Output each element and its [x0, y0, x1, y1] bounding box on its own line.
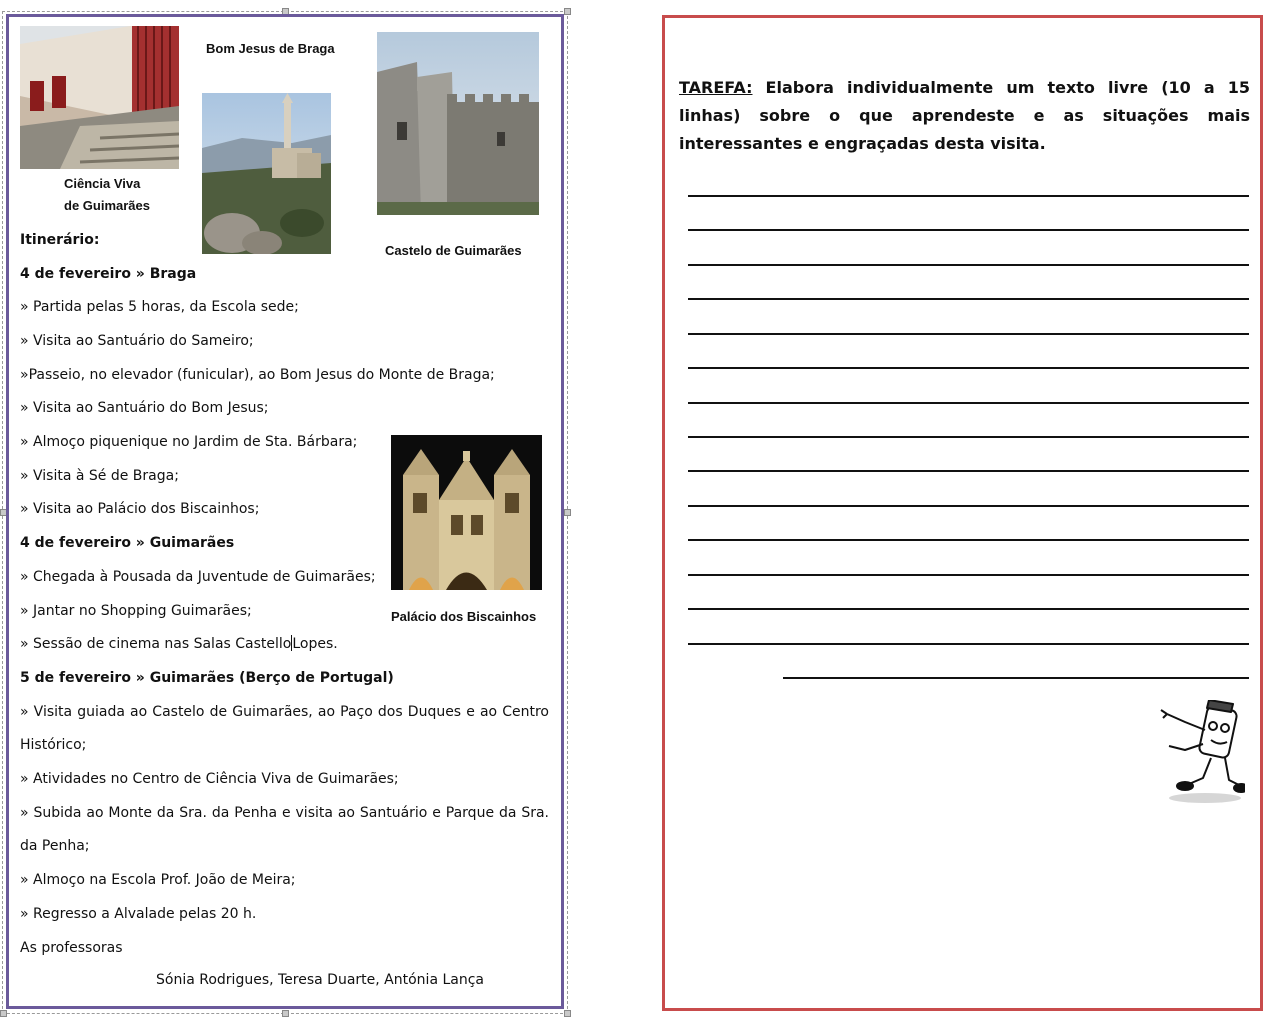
writing-line — [688, 229, 1249, 231]
writing-line — [688, 436, 1249, 438]
day3-item: » Atividades no Centro de Ciência Viva de Guimarães; — [20, 771, 399, 787]
right-page — [662, 15, 1263, 1011]
writing-line-short — [783, 677, 1249, 679]
resize-handle-top-right[interactable] — [564, 8, 571, 15]
day2-item: » Chegada à Pousada da Juventude de Guimarães; — [20, 569, 376, 585]
photo-castelo — [377, 32, 539, 215]
task-instruction — [679, 74, 1250, 158]
caption-castelo: Castelo de Guimarães — [385, 243, 522, 258]
day1-item: » Visita à Sé de Braga; — [20, 468, 179, 484]
caption-ciencia-viva-1: Ciência Viva — [64, 176, 141, 191]
day1-item: » Visita ao Santuário do Bom Jesus; — [20, 400, 269, 416]
task-label: TAREFA: — [679, 78, 753, 97]
day1-item: » Visita ao Palácio dos Biscainhos; — [20, 501, 260, 517]
day2-item: » Jantar no Shopping Guimarães; — [20, 603, 252, 619]
day2-last-text-b: Lopes. — [292, 636, 338, 652]
day1-item: » Visita ao Santuário do Sameiro; — [20, 333, 254, 349]
day1-title: 4 de fevereiro » Braga — [20, 266, 197, 282]
day3-item: » Almoço na Escola Prof. João de Meira; — [20, 872, 296, 888]
writing-line — [688, 505, 1249, 507]
day3-item: » Subida ao Monte da Sra. da Penha e visita ao Santuário e Parque da Sra. da Penha; — [20, 805, 549, 854]
resize-handle-bottom-right[interactable] — [564, 1010, 571, 1017]
day1-item: » Partida pelas 5 horas, da Escola sede; — [20, 299, 299, 315]
day3-item: » Visita guiada ao Castelo de Guimarães, ao Paço dos Duques e ao Centro Histórico; — [20, 704, 549, 753]
writing-line — [688, 367, 1249, 369]
caption-bom-jesus: Bom Jesus de Braga — [206, 41, 335, 56]
photo-palacio — [391, 435, 542, 590]
day3-item: » Regresso a Alvalade pelas 20 h. — [20, 906, 257, 922]
writing-line — [688, 264, 1249, 266]
pencil-mascot-icon — [1155, 700, 1245, 805]
writing-line — [688, 643, 1249, 645]
resize-handle-bottom-left[interactable] — [0, 1010, 7, 1017]
writing-line — [688, 470, 1249, 472]
day1-item: » Almoço piquenique no Jardim de Sta. Bárbara; — [20, 434, 358, 450]
writing-line — [688, 333, 1249, 335]
closing: As professoras — [20, 940, 123, 956]
itinerary-title: Itinerário: — [20, 232, 100, 248]
day1-item: »Passeio, no elevador (funicular), ao Bom Jesus do Monte de Braga; — [20, 367, 495, 383]
day2-title: 4 de fevereiro » Guimarães — [20, 535, 235, 551]
writing-line — [688, 402, 1249, 404]
writing-line — [688, 608, 1249, 610]
resize-handle-bottom[interactable] — [282, 1010, 289, 1017]
writing-line — [688, 539, 1249, 541]
photo-ciencia-viva — [20, 26, 179, 169]
writing-line — [688, 195, 1249, 197]
resize-handle-right[interactable] — [564, 509, 571, 516]
writing-line — [688, 298, 1249, 300]
photo-bom-jesus — [202, 93, 331, 254]
task-text: Elabora individualmente um texto livre (10 a 15 linhas) sobre o que aprendeste e as situações mais interessantes e engraçadas desta visita. — [679, 78, 1250, 153]
caption-palacio: Palácio dos Biscainhos — [391, 609, 537, 624]
day2-last-text-a: » Sessão de cinema nas Salas Castello — [20, 636, 292, 652]
caption-ciencia-viva-2: de Guimarães — [64, 198, 150, 213]
day2-item-last[interactable] — [20, 634, 338, 654]
writing-line — [688, 574, 1249, 576]
day3-title: 5 de fevereiro » Guimarães (Berço de Portugal) — [20, 670, 394, 686]
signatures: Sónia Rodrigues, Teresa Duarte, Antónia Lança — [156, 972, 484, 988]
